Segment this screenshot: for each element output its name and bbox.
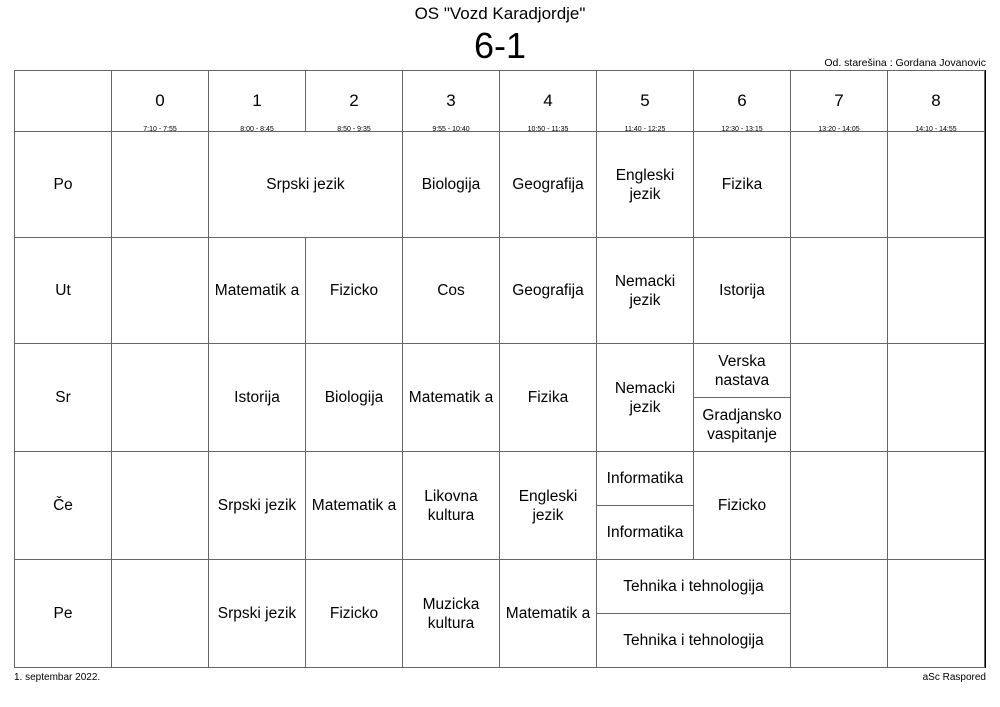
- period-number: 4: [543, 91, 553, 110]
- lesson-cell-empty: [888, 132, 985, 238]
- period-number: 8: [931, 91, 941, 110]
- lesson-subject: Istorija: [719, 282, 765, 299]
- lesson-subject: Geografija: [512, 176, 584, 193]
- period-time: 8:50 - 9:35: [337, 126, 371, 133]
- lesson-cell: [500, 132, 597, 238]
- lesson-subject: Tehnika i tehnologija: [623, 578, 764, 595]
- lesson-cell-empty: [112, 452, 209, 560]
- lesson-cell: [597, 132, 694, 238]
- period-time: 14:10 - 14:55: [915, 126, 957, 133]
- lesson-subject: Istorija: [234, 389, 280, 406]
- period-number: 1: [252, 91, 262, 110]
- lesson-subject: Gradjansko vaspitanje: [702, 406, 782, 443]
- lesson-subject: Nemacki jezik: [614, 379, 676, 416]
- lesson-cell: [209, 344, 306, 452]
- lesson-subject: Likovna kultura: [424, 487, 478, 524]
- class-teacher: Od. starešina : Gordana Jovanovic: [824, 57, 986, 69]
- app-credit: aSc Raspored: [922, 672, 986, 683]
- day-label: Po: [15, 132, 112, 238]
- period-header: [791, 71, 888, 132]
- day-label: Pe: [15, 560, 112, 668]
- lesson-subject: Matematik a: [408, 389, 494, 406]
- day-row-ce: [15, 452, 986, 506]
- period-number: 0: [155, 91, 165, 110]
- lesson-cell: [403, 560, 500, 668]
- lesson-cell: [209, 560, 306, 668]
- lesson-subject: Fizicko: [329, 282, 379, 299]
- lesson-cell: [597, 506, 694, 560]
- lesson-cell: [306, 452, 403, 560]
- day-row-sr: [15, 344, 986, 398]
- period-header: [306, 71, 403, 132]
- period-number: 3: [446, 91, 456, 110]
- lesson-cell: [306, 238, 403, 344]
- print-date: 1. septembar 2022.: [14, 672, 101, 683]
- lesson-subject: Matematik a: [214, 282, 300, 299]
- lesson-cell: [403, 344, 500, 452]
- lesson-subject: Srpski jezik: [217, 605, 297, 622]
- lesson-subject: Muzicka kultura: [422, 595, 480, 632]
- lesson-cell: [403, 238, 500, 344]
- lesson-subject: Matematik a: [505, 605, 591, 622]
- lesson-cell-empty: [791, 344, 888, 452]
- period-number: 6: [737, 91, 747, 110]
- lesson-subject: Nemacki jezik: [614, 272, 676, 309]
- period-time: 11:40 - 12:25: [624, 126, 666, 133]
- lesson-subject: Informatika: [606, 524, 684, 541]
- lesson-cell: [694, 132, 791, 238]
- lesson-cell-empty: [791, 238, 888, 344]
- lesson-cell: [500, 238, 597, 344]
- lesson-subject: Biologija: [421, 176, 481, 193]
- lesson-cell-empty: [112, 238, 209, 344]
- lesson-subject: Fizicko: [717, 497, 767, 514]
- lesson-cell: [403, 452, 500, 560]
- period-time: 12:30 - 13:15: [721, 126, 763, 133]
- period-header: [112, 71, 209, 132]
- lesson-cell: [500, 560, 597, 668]
- lesson-cell: [209, 132, 403, 238]
- lesson-cell: [597, 560, 791, 614]
- period-number: 7: [834, 91, 844, 110]
- lesson-cell: [597, 452, 694, 506]
- lesson-cell-empty: [888, 452, 985, 560]
- period-time: 9:55 - 10:40: [432, 126, 470, 133]
- lesson-cell-empty: [112, 344, 209, 452]
- lesson-cell-empty: [791, 132, 888, 238]
- lesson-cell: [306, 560, 403, 668]
- lesson-subject: Engleski jezik: [518, 487, 578, 524]
- day-row-pe: [15, 560, 986, 614]
- header-row: [15, 71, 986, 132]
- class-title: 6-1: [473, 25, 527, 66]
- lesson-cell-empty: [791, 452, 888, 560]
- lesson-cell: [597, 614, 791, 668]
- lesson-cell: [403, 132, 500, 238]
- lesson-cell: [500, 344, 597, 452]
- period-header: [500, 71, 597, 132]
- lesson-subject: Engleski jezik: [615, 166, 675, 203]
- lesson-subject: Fizika: [527, 389, 569, 406]
- lesson-cell: [209, 452, 306, 560]
- period-time: 8:00 - 8:45: [240, 126, 274, 133]
- day-label: Če: [15, 452, 112, 560]
- period-header: [888, 71, 985, 132]
- day-row-ut: [15, 238, 986, 291]
- period-header: [209, 71, 306, 132]
- period-header: [403, 71, 500, 132]
- period-header: [597, 71, 694, 132]
- lesson-cell: [209, 238, 306, 344]
- period-time: 10:50 - 11:35: [527, 126, 569, 133]
- period-header: [694, 71, 791, 132]
- lesson-subject: Fizika: [721, 176, 763, 193]
- lesson-cell: [694, 398, 791, 452]
- lesson-subject: Fizicko: [329, 605, 379, 622]
- lesson-cell: [597, 344, 694, 452]
- lesson-cell-empty: [791, 560, 888, 668]
- period-time: 7:10 - 7:55: [143, 126, 177, 133]
- lesson-subject: Srpski jezik: [217, 497, 297, 514]
- lesson-subject: Matematik a: [311, 497, 397, 514]
- lesson-cell: [597, 238, 694, 344]
- corner-cell: [15, 71, 112, 132]
- lesson-cell: [306, 344, 403, 452]
- day-label: Ut: [15, 238, 112, 344]
- day-row-po: [15, 132, 986, 185]
- lesson-cell-empty: [888, 560, 985, 668]
- day-label: Sr: [15, 344, 112, 452]
- lesson-cell-empty: [112, 560, 209, 668]
- lesson-cell-empty: [888, 344, 985, 452]
- lesson-subject: Geografija: [512, 282, 584, 299]
- school-name: OS "Vozd Karadjordje": [414, 4, 586, 23]
- period-time: 13:20 - 14:05: [818, 126, 860, 133]
- timetable: [14, 70, 986, 668]
- period-number: 2: [349, 91, 359, 110]
- lesson-cell: [694, 452, 791, 560]
- period-number: 5: [640, 91, 650, 110]
- lesson-cell: [694, 344, 791, 398]
- lesson-subject: Cos: [437, 282, 465, 299]
- lesson-cell: [500, 452, 597, 560]
- lesson-cell-empty: [888, 238, 985, 344]
- lesson-cell: [694, 238, 791, 344]
- lesson-cell-empty: [112, 132, 209, 238]
- lesson-subject: Verska nastava: [714, 352, 770, 389]
- lesson-subject: Tehnika i tehnologija: [623, 632, 764, 649]
- lesson-subject: Srpski jezik: [266, 176, 345, 193]
- lesson-subject: Informatika: [606, 470, 684, 487]
- lesson-subject: Biologija: [324, 389, 384, 406]
